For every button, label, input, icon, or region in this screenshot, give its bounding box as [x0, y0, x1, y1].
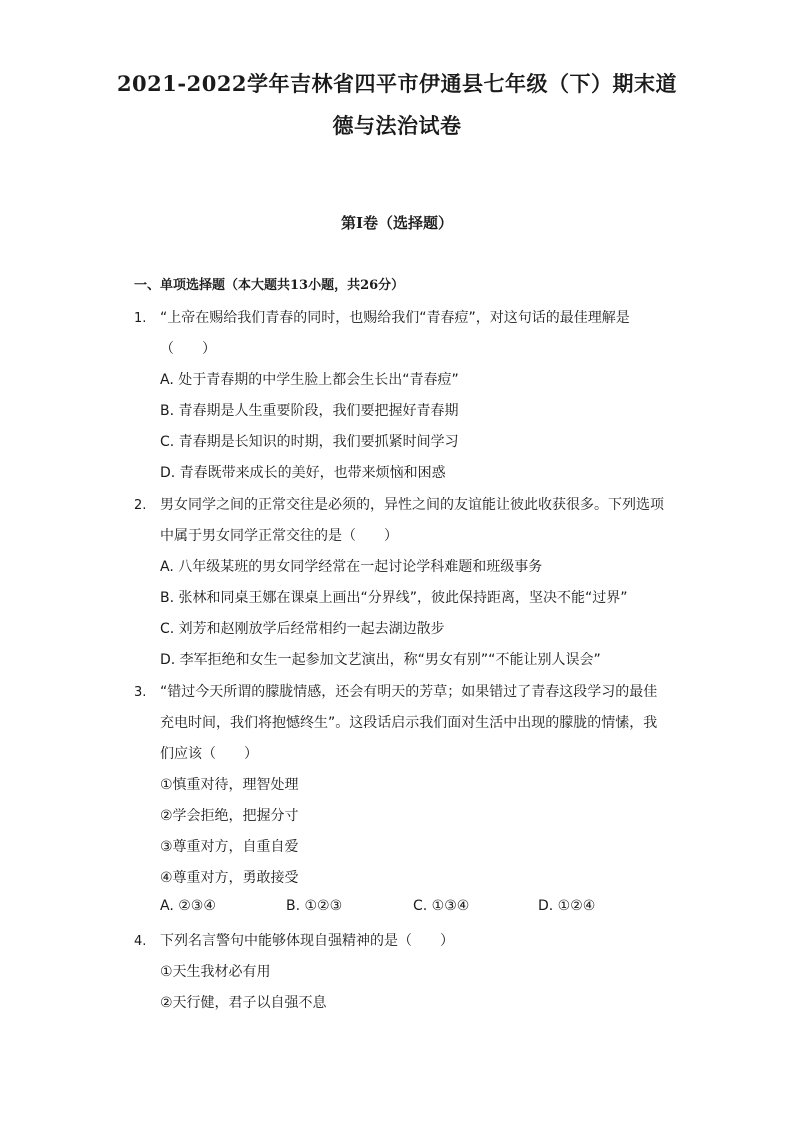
question-4-number: 4. — [134, 934, 147, 949]
question-3-item-3: ③尊重对方，自重自爱 — [160, 839, 299, 855]
section-heading: 一、单项选择题（本大题共13小题，共26分） — [134, 278, 405, 293]
question-1-stem-line-1: “上帝在赐给我们青春的同时，也赐给我们“青春痘”，对这句话的最佳理解是 — [160, 310, 630, 326]
question-1-option-b: B. 青春期是人生重要阶段，我们要把握好青春期 — [160, 403, 459, 419]
question-3-item-2: ②学会拒绝，把握分寸 — [160, 808, 299, 824]
question-3-stem-line-3: 们应该（ ） — [160, 746, 258, 762]
question-2-option-c: C. 刘芳和赵刚放学后经常相约一起去湖边散步 — [160, 621, 445, 637]
question-1-option-c: C. 青春期是长知识的时期，我们要抓紧时间学习 — [160, 434, 459, 450]
exam-title-line-2: 德与法治试卷 — [332, 113, 462, 138]
question-3-stem-line-1: “错过今天所谓的朦胧情感，还会有明天的芳草；如果错过了青春这段学习的最佳 — [160, 684, 658, 700]
question-2-stem-line-1: 男女同学之间的正常交往是必须的，异性之间的友谊能让彼此收获很多。下列选项 — [160, 497, 664, 513]
question-1-option-d: D. 青春既带来成长的美好，也带来烦恼和困惑 — [160, 465, 446, 481]
question-3-number: 3. — [134, 685, 147, 700]
question-3-item-4: ④尊重对方，勇敢接受 — [160, 870, 299, 886]
question-1-number: 1. — [134, 311, 147, 326]
question-4-item-2: ②天行健，君子以自强不息 — [160, 995, 327, 1011]
question-2-option-a: A. 八年级某班的男女同学经常在一起讨论学科难题和班级事务 — [160, 559, 543, 575]
question-4-stem-line-1: 下列名言警句中能够体现自强精神的是（ ） — [160, 933, 454, 949]
question-3-stem-line-2: 充电时间，我们将抱憾终生”。这段话启示我们面对生活中出现的朦胧的情愫，我 — [160, 715, 658, 731]
question-1-stem-line-2: （ ） — [160, 341, 216, 357]
question-3-answer-c: C. ①③④ — [413, 898, 470, 914]
question-4-item-1: ①天生我材必有用 — [160, 964, 271, 980]
question-2-number: 2. — [134, 498, 147, 513]
question-2-stem-line-2: 中属于男女同学正常交往的是（ ） — [160, 528, 398, 544]
question-2-option-b: B. 张林和同桌王娜在课桌上画出“分界线”，彼此保持距离，坚决不能“过界” — [160, 590, 628, 606]
question-3-answer-b: B. ①②③ — [286, 898, 343, 914]
question-1-option-a: A. 处于青春期的中学生脸上都会生长出“青春痘” — [160, 372, 459, 388]
question-2-option-d: D. 李军拒绝和女生一起参加文艺演出，称“男女有别”“不能让别人误会” — [160, 652, 601, 668]
part-heading: 第Ⅰ卷（选择题） — [340, 214, 454, 232]
question-3-answer-d: D. ①②④ — [538, 898, 596, 914]
exam-title-line-1: 2021-2022学年吉林省四平市伊通县七年级（下）期末道 — [116, 71, 678, 96]
question-3-item-1: ①慎重对待，理智处理 — [160, 777, 299, 793]
question-3-answer-row — [160, 898, 680, 920]
question-3-answer-a: A. ②③④ — [160, 898, 216, 914]
